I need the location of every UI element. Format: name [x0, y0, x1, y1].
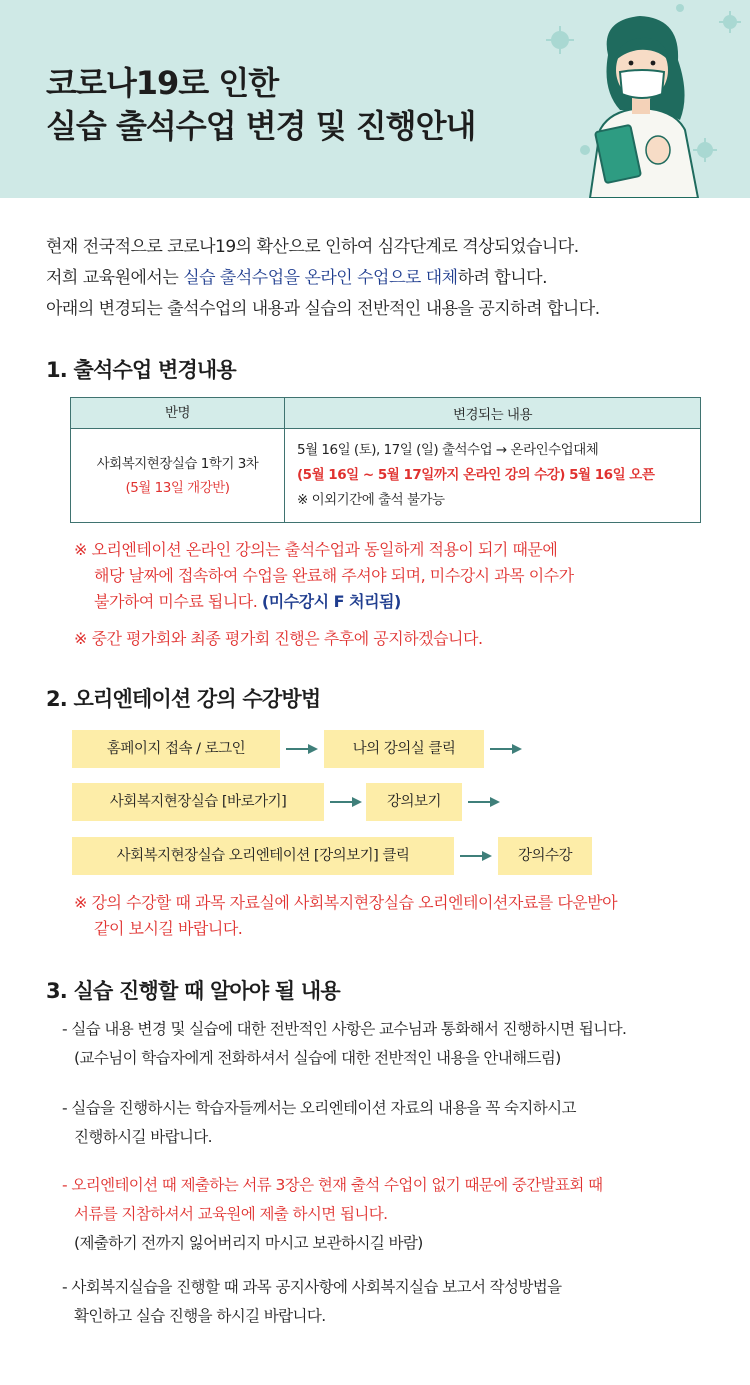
- title-line-2: 실습 출석수업 변경 및 진행안내: [46, 107, 476, 145]
- section2-note: [74, 890, 617, 942]
- item2-line-2: 진행하시길 바랍니다.: [74, 1128, 213, 1146]
- section3-title: 3. 실습 진행할 때 알아야 될 내용: [46, 979, 340, 1003]
- note1-line-2: 해당 날짜에 접속하여 수업을 완료해 주셔야 되며, 미수강시 과목 이수가: [94, 566, 574, 585]
- intro-highlight: 실습 출석수업을 온라인 수업으로 대체: [183, 268, 458, 288]
- class-sub: (5월 13일 개강반): [125, 479, 230, 496]
- note1-line-3: [74, 589, 574, 615]
- change-line-2: (5월 16일 ~ 5월 17일까지 온라인 강의 수강) 5월 16일 오픈: [297, 467, 655, 483]
- intro-line-2a: 저희 교육원에서는: [46, 268, 184, 288]
- table-header-class: 반명: [71, 398, 285, 429]
- table-cell-change: [285, 429, 701, 523]
- note1-line-3-text: 불가하여 미수료 됩니다.: [94, 592, 262, 611]
- item3-line-1: - 오리엔테이션 때 제출하는 서류 3장은 현재 출석 수업이 없기 때문에 중간발표회 때: [62, 1176, 603, 1194]
- section3-item-2: [62, 1094, 576, 1152]
- note1-f-grade: (미수강시 F 처리됨): [261, 592, 401, 611]
- arrow-right-icon: [468, 797, 500, 807]
- intro-line-3: 아래의 변경되는 출석수업의 내용과 실습의 전반적인 내용을 공지하려 합니다.: [46, 299, 600, 319]
- intro-paragraph: [46, 232, 600, 325]
- item2-line-1: - 실습을 진행하시는 학습자들께서는 오리엔테이션 자료의 내용을 꼭 숙지하시고: [62, 1099, 576, 1117]
- title-line-1: 코로나19로 인한: [46, 64, 279, 102]
- doctor-illustration: [530, 0, 750, 198]
- section3-item-4: [62, 1273, 562, 1331]
- note1-line-1: ※ 오리엔테이션 온라인 강의는 출석수업과 동일하게 적용이 되기 때문에: [74, 540, 558, 559]
- class-name: 사회복지현장실습 1학기 3차: [96, 455, 259, 472]
- arrow-right-icon: [286, 744, 318, 754]
- page-title: [46, 62, 475, 148]
- section3-item-3: [62, 1171, 603, 1258]
- table-row: [71, 429, 701, 523]
- header-banner: [0, 0, 750, 198]
- item4-line-2: 확인하고 실습 진행을 하시길 바랍니다.: [74, 1307, 326, 1325]
- table-header-change: 변경되는 내용: [285, 398, 701, 429]
- arrow-right-icon: [460, 851, 492, 861]
- intro-line-2c: 하려 합니다.: [457, 268, 547, 288]
- section1-title: 1. 출석수업 변경내용: [46, 358, 236, 382]
- item1-line-2: (교수님이 학습자에게 전화하셔서 실습에 대한 전반적인 내용을 안내해드림): [74, 1049, 561, 1067]
- table-cell-class: [71, 429, 285, 523]
- intro-line-2: [46, 263, 600, 294]
- section2-title: 2. 오리엔테이션 강의 수강방법: [46, 687, 321, 711]
- item3-line-2: 서류를 지참하셔서 교육원에 제출 하시면 됩니다.: [74, 1205, 388, 1223]
- change-line-1: 5월 16일 (토), 17일 (일) 출석수업 → 온라인수업대체: [297, 442, 599, 458]
- item4-line-1: - 사회복지실습을 진행할 때 과목 공지사항에 사회복지실습 보고서 작성방법을: [62, 1278, 562, 1296]
- step-my-classroom: 나의 강의실 클릭: [324, 730, 484, 768]
- section2-note-line-1: ※ 강의 수강할 때 과목 자료실에 사회복지현장실습 오리엔테이션자료를 다운받아: [74, 893, 618, 912]
- step-view-lecture: 강의보기: [366, 783, 462, 821]
- change-line-3: ※ 이외기간에 출석 불가능: [297, 492, 445, 508]
- change-table: [70, 397, 701, 523]
- section2-note-line-2: 같이 보시길 바랍니다.: [94, 919, 243, 938]
- item1-line-1: - 실습 내용 변경 및 실습에 대한 전반적인 사항은 교수님과 통화해서 진행하시면 됩니다.: [62, 1020, 627, 1038]
- intro-line-1: 현재 전국적으로 코로나19의 확산으로 인하여 심각단계로 격상되었습니다.: [46, 237, 579, 257]
- section1-note-2: ※ 중간 평가회와 최종 평가회 진행은 추후에 공지하겠습니다.: [74, 629, 483, 648]
- step-shortcut: 사회복지현장실습 [바로가기]: [72, 783, 324, 821]
- section1-note-1: [74, 537, 574, 615]
- arrow-right-icon: [330, 797, 362, 807]
- arrow-right-icon: [490, 744, 522, 754]
- step-orientation: 사회복지현장실습 오리엔테이션 [강의보기] 클릭: [72, 837, 454, 875]
- item3-line-3: (제출하기 전까지 잃어버리지 마시고 보관하시길 바람): [74, 1234, 423, 1252]
- section3-item-1: [62, 1015, 626, 1073]
- table-header-row: [71, 398, 701, 429]
- step-attend: 강의수강: [498, 837, 592, 875]
- step-login: 홈페이지 접속 / 로그인: [72, 730, 280, 768]
